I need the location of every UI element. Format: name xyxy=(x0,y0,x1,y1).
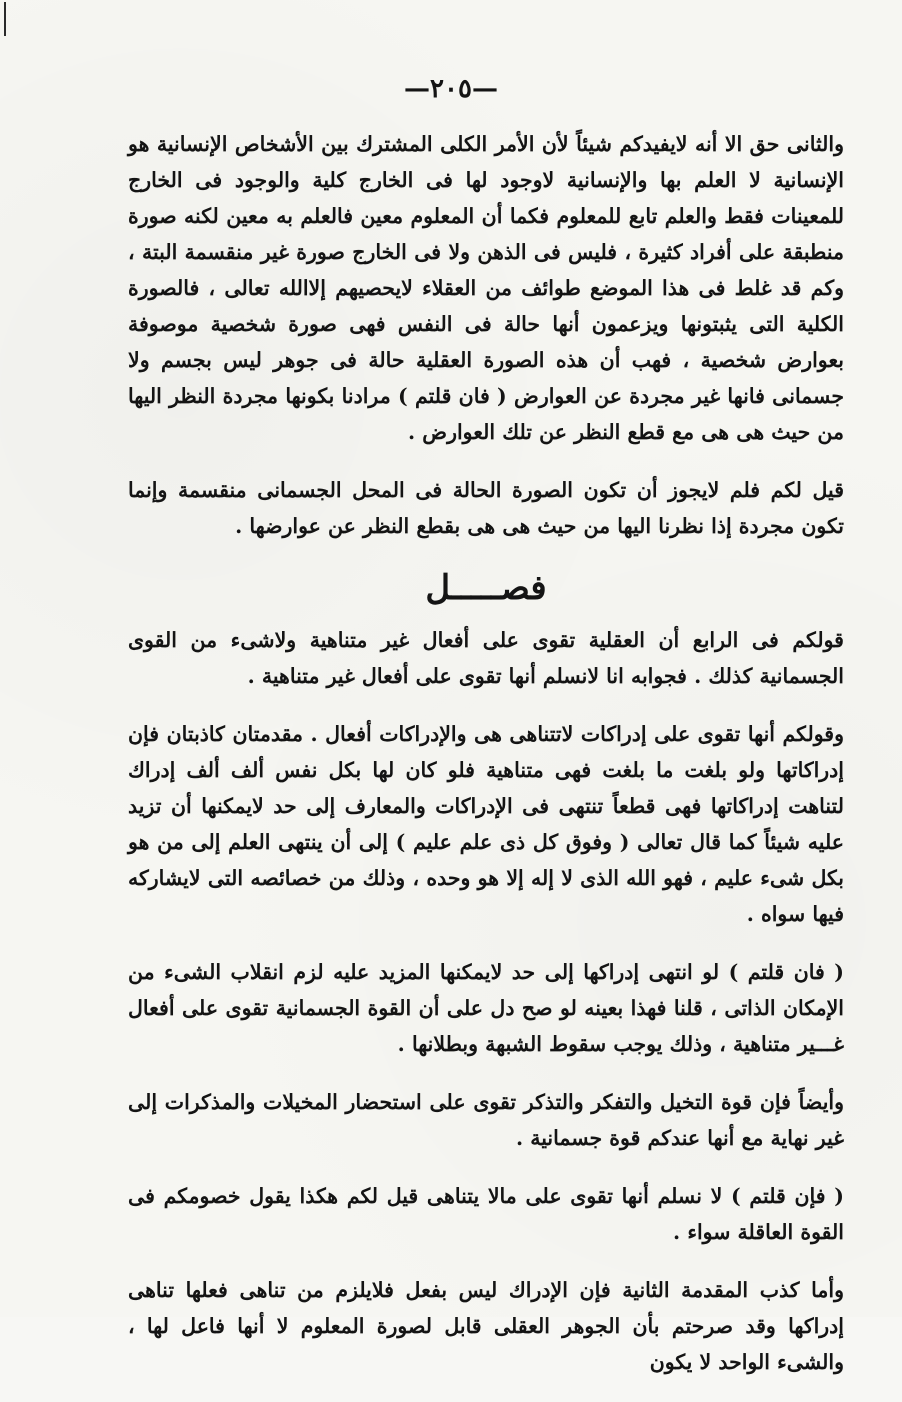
paragraph xyxy=(128,622,844,694)
section-heading: فصـــــل xyxy=(425,568,547,608)
paragraph xyxy=(128,716,844,932)
paragraph xyxy=(128,1084,844,1156)
page-number: —٢٠٥— xyxy=(404,74,498,104)
text-body xyxy=(128,126,844,1402)
paragraph xyxy=(128,126,844,450)
paragraph-text: والثانى حق الا أنه لايفيدكم شيئاً لأن الأمر الكلى المشترك بين الأشخاص الإنسانية هو الإنسانية لا العلم بها والإنسانية لاوجود لها فى الخارج كلية والوجود فى الخارج للمعينات فقط والعلم تابع للمعلوم فكما أن المعلوم معين فالعلم به معين لكنه صورة منطبقة على أفراد كثيرة ، فليس فى الذهن ولا فى الخارج صورة غير منقسمة البتة ، وكم قد غلط فى هذا الموضع طوائف من العقلاء لايحصيهم إلاالله تعالى ، فالصورة الكلية التى يثبتونها ويزعمون أنها حالة فى النفس فهى صورة شخصية موصوفة بعوارض شخصية ، فهب أن هذه الصورة العقلية حالة فى جوهر ليس بجسم ولا جسمانى فانها غير مجردة عن العوارض ( فان قلتم ) مرادنا بكونها مجردة النظر اليها من حيث هى هى مع قطع النظر عن تلك العوارض . xyxy=(128,132,844,444)
paragraph xyxy=(128,1178,844,1250)
paragraph-text: وقولكم أنها تقوى على إدراكات لاتتناهى هى والإدراكات أفعال . مقدمتان كاذبتان فإن إدراكاتها ولو بلغت ما بلغت فهى متناهية فلو كان لها بكل نفس ألف ألف إدراك لتناهت إدراكاتها فهى قطعاً تنتهى فى الإدراكات والمعارف إلى حد لايمكنها أن تزيد عليه شيئاً كما قال تعالى ( وفوق كل ذى علم عليم ) إلى أن ينتهى العلم إلى من هو بكل شىء عليم ، فهو الله الذى لا إله إلا هو وحده ، وذلك من خصائصه التى لايشاركه فيها سواه . xyxy=(128,722,844,926)
paragraph-text: قولكم فى الرابع أن العقلية تقوى على أفعال غير متناهية ولاشىء من القوى الجسمانية كذلك . فجوابه انا لانسلم أنها تقوى على أفعال غير متناهية . xyxy=(128,628,844,688)
paragraph xyxy=(128,954,844,1062)
paragraph-text: قيل لكم فلم لايجوز أن تكون الصورة الحالة فى المحل الجسمانى منقسمة وإنما تكون مجردة إذا نظرنا اليها من حيث هى هى بقطع النظر عن عوارضها . xyxy=(128,478,844,538)
page-edge-mark xyxy=(4,2,6,36)
paragraph xyxy=(128,472,844,544)
paragraph-text: ( فان قلتم ) لو انتهى إدراكها إلى حد لايمكنها المزيد عليه لزم انقلاب الشىء من الإمكان الذاتى ، قلنا فهذا بعينه لو صح دل على أن القوة الجسمانية تقوى على أفعال غـــير متناهية ، وذلك يوجب سقوط الشبهة وبطلانها . xyxy=(128,960,844,1056)
paragraph-text: وأما كذب المقدمة الثانية فإن الإدراك ليس بفعل فلايلزم من تناهى فعلها تناهى إدراكها وقد صرحتم بأن الجوهر العقلى قابل لصورة المعلوم لا أنها فاعل لها ، والشىء الواحد لا يكون xyxy=(128,1278,844,1374)
paragraph-text: ( فإن قلتم ) لا نسلم أنها تقوى على مالا يتناهى قيل لكم هكذا يقول خصومكم فى القوة العاقلة سواء . xyxy=(128,1184,844,1244)
paragraph xyxy=(128,1272,844,1380)
paragraph-text: وأيضاً فإن قوة التخيل والتفكر والتذكر تقوى على استحضار المخيلات والمذكرات إلى غير نهاية مع أنها عندكم قوة جسمانية . xyxy=(128,1090,844,1150)
